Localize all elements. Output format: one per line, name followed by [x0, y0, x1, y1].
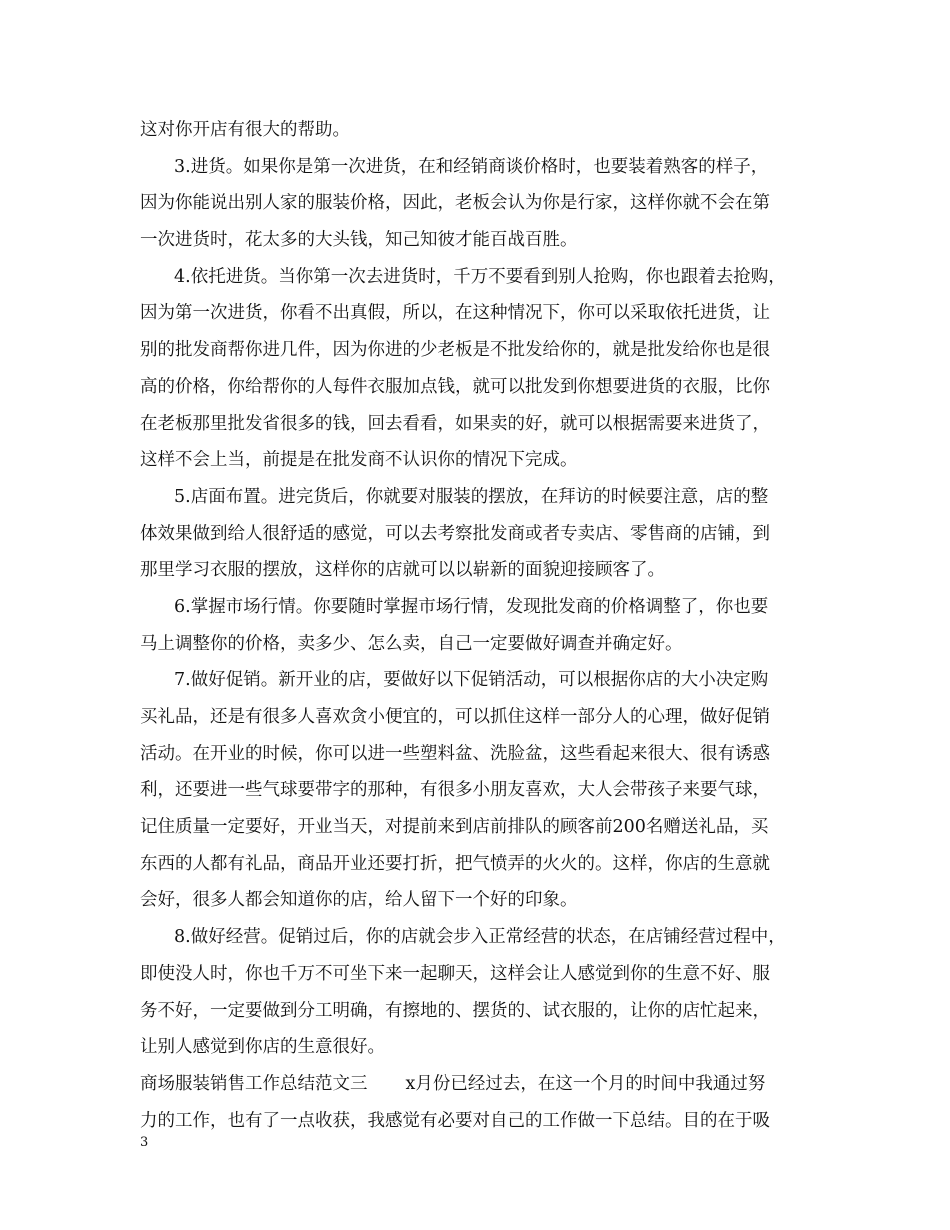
text-line: 这样不会上当，前提是在批发商不认识你的情况下完成。 [140, 450, 578, 471]
text-line: 别的批发商帮你进几件，因为你进的少老板是不批发给你的，就是批发给你也是很 [140, 340, 770, 361]
text-line: 马上调整你的价格，卖多少、怎么卖，自己一定要做好调查并确定好。 [140, 633, 683, 654]
section-intro: x月份已经过去，在这一个月的时间中我通过努 [405, 1073, 766, 1094]
text-line-item-7: 7.做好促销。新开业的店，要做好以下促销活动，可以根据你店的大小决定购 [174, 670, 769, 691]
text-line: 利，还要进一些气球要带字的那种，有很多小朋友喜欢，大人会带孩子来要气球， [140, 780, 770, 801]
text-line: 记住质量一定要好，开业当天，对提前来到店前排队的顾客前200名赠送礼品，买 [140, 817, 769, 838]
text-line: 体效果做到给人很舒适的感觉，可以去考察批发商或者专卖店、零售商的店铺，到 [140, 523, 770, 544]
text-line: 因为第一次进货，你看不出真假，所以，在这种情况下，你可以采取依托进货，让 [140, 303, 770, 324]
text-line: 会好，很多人都会知道你的店，给人留下一个好的印象。 [140, 890, 578, 911]
text-line: 东西的人都有礼品，商品开业还要打折，把气愤弄的火火的。这样，你店的生意就 [140, 853, 770, 874]
text-line: 因为你能说出别人家的服装价格，因此，老板会认为你是行家，这样你就不会在第 [140, 193, 770, 214]
text-line: 活动。在开业的时候，你可以进一些塑料盆、洗脸盆，这些看起来很大、很有诱惑 [140, 743, 770, 764]
text-line: 买礼品，还是有很多人喜欢贪小便宜的，可以抓住这样一部分人的心理，做好促销 [140, 707, 770, 727]
heading-line [140, 1066, 830, 1103]
page-number: 3 [140, 1135, 149, 1150]
text-line: 让别人感觉到你店的生意很好。 [140, 1037, 385, 1058]
text-line-item-4: 4.依托进货。当你第一次去进货时，千万不要看到别人抢购，你也跟着去抢购， [174, 266, 786, 287]
text-line-item-5: 5.店面布置。进完货后，你就要对服装的摆放，在拜访的时候要注意，店的整 [174, 486, 769, 507]
text-line: 在老板那里批发省很多的钱，回去看看，如果卖的好，就可以根据需要来进货了， [140, 413, 770, 434]
text-line: 力的工作，也有了一点收获，我感觉有必要对自己的工作做一下总结。目的在于吸 [140, 1110, 770, 1131]
text-line-item-6: 6.掌握市场行情。你要随时掌握市场行情，发现批发商的价格调整了，你也要 [174, 596, 769, 617]
text-line: 高的价格，你给帮你的人每件衣服加点钱，就可以批发到你想要进货的衣服，比你 [140, 376, 770, 397]
text-line: 即使没人时，你也千万不可坐下来一起聊天，这样会让人感觉到你的生意不好、服 [140, 963, 770, 984]
text-line-item-3: 3.进货。如果你是第一次进货，在和经销商谈价格时，也要装着熟客的样子， [174, 156, 769, 177]
text-line: 这对你开店有很大的帮助。 [140, 120, 350, 140]
text-line: 务不好，一定要做到分工明确，有擦地的、摆货的、试衣服的，让你的店忙起来， [140, 1000, 770, 1021]
section-title: 商场服装销售工作总结范文三 [140, 1073, 368, 1094]
document-body [140, 112, 830, 1139]
text-line-item-8: 8.做好经营。促销过后，你的店就会步入正常经营的状态，在店铺经营过程中， [174, 927, 786, 948]
text-line: 一次进货时，花太多的大头钱，知己知彼才能百战百胜。 [140, 230, 578, 251]
text-line: 那里学习衣服的摆放，这样你的店就可以以崭新的面貌迎接顾客了。 [140, 560, 665, 581]
